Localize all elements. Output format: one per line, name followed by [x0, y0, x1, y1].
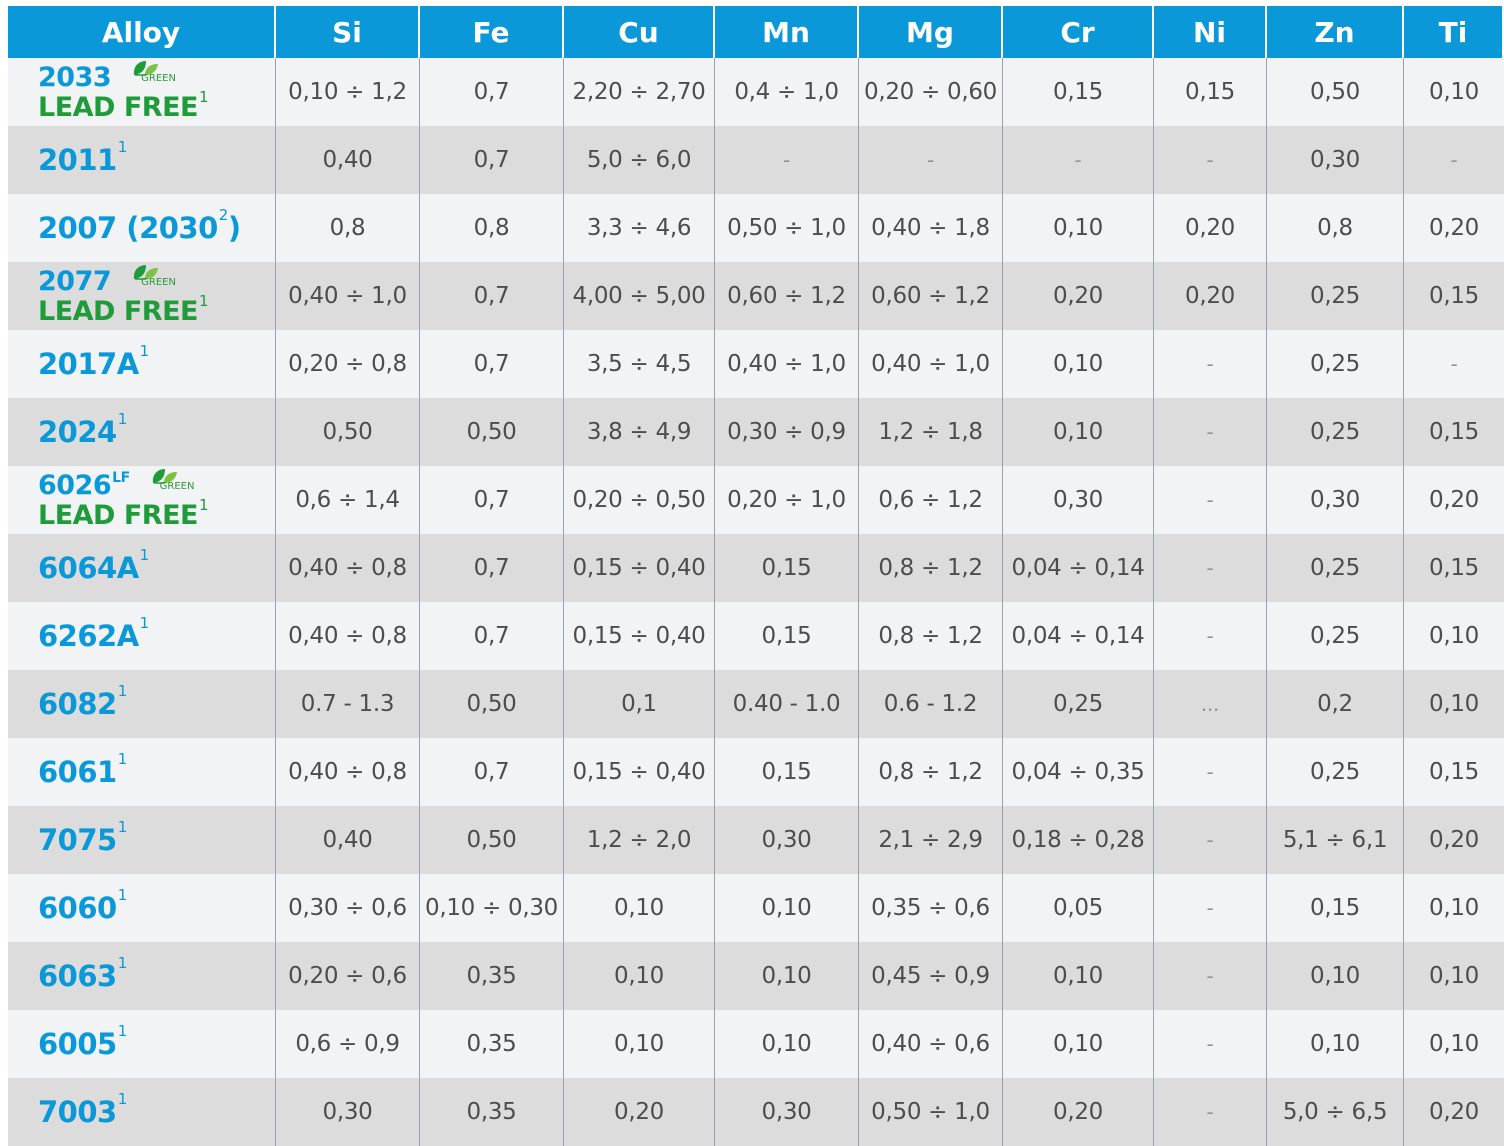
footnote-marker: 1	[139, 341, 149, 360]
value-cu: 0,10	[564, 874, 715, 942]
alloy-name-text: 2011	[38, 142, 117, 177]
value-mn: 0,10	[715, 942, 859, 1010]
value-fe: 0,50	[420, 806, 564, 874]
alloy-cell	[8, 262, 276, 330]
alloy-name-line	[38, 61, 208, 94]
value-fe: 0,8	[420, 194, 564, 262]
alloy-name-text: 2007 (2030	[38, 210, 218, 245]
value-cr: 0,04 ÷ 0,14	[1003, 534, 1154, 602]
value-mg: 0,40 ÷ 1,8	[859, 194, 1003, 262]
value-mg: 0.6 - 1.2	[859, 670, 1003, 738]
footnote-marker: 1	[117, 885, 127, 904]
footnote-marker: 1	[198, 291, 209, 310]
value-ti: -	[1404, 330, 1504, 398]
value-ni: ...	[1154, 670, 1267, 738]
lead-free-line	[38, 87, 209, 123]
value-ni: -	[1154, 942, 1267, 1010]
value-si: 0,40 ÷ 0,8	[276, 534, 420, 602]
value-mg: -	[859, 126, 1003, 194]
value-mn: 0.40 - 1.0	[715, 670, 859, 738]
alloy-name	[38, 953, 127, 993]
alloy-superscript: LF	[112, 469, 130, 486]
value-fe: 0,50	[420, 670, 564, 738]
value-cu: 0,10	[564, 1010, 715, 1078]
value-mg: 0,40 ÷ 0,6	[859, 1010, 1003, 1078]
footnote-marker: 1	[117, 817, 127, 836]
footnote-marker: 1	[198, 495, 209, 514]
alloy-name: 6026	[38, 469, 112, 501]
alloy-lead-free-label	[38, 469, 209, 531]
value-si: 0,30 ÷ 0,6	[276, 874, 420, 942]
value-ti: 0,10	[1404, 602, 1504, 670]
value-ti: 0,10	[1404, 670, 1504, 738]
value-zn: 0,10	[1267, 942, 1404, 1010]
value-zn: 5,1 ÷ 6,1	[1267, 806, 1404, 874]
alloy-cell	[8, 942, 276, 1010]
lead-free-text: LEAD FREE	[38, 91, 198, 123]
value-ni: -	[1154, 602, 1267, 670]
alloy-name-text: 6060	[38, 890, 117, 925]
lead-free-line	[38, 291, 209, 327]
value-cr: 0,20	[1003, 262, 1154, 330]
lead-free-line	[38, 495, 209, 531]
alloy-cell	[8, 466, 276, 534]
value-mn: 0,15	[715, 534, 859, 602]
alloy-cell	[8, 874, 276, 942]
value-ni: -	[1154, 738, 1267, 806]
alloy-name: 2033	[38, 61, 112, 93]
alloy-cell	[8, 602, 276, 670]
value-mg: 0,8 ÷ 1,2	[859, 738, 1003, 806]
alloy-name-text: 2017A	[38, 346, 139, 381]
value-zn: 0,25	[1267, 602, 1404, 670]
value-cr: -	[1003, 126, 1154, 194]
alloy-name: 2077	[38, 265, 112, 297]
header-mn: Mn	[715, 6, 859, 58]
footnote-marker: 1	[117, 409, 127, 428]
alloy-name-text: 7075	[38, 822, 117, 857]
alloy-name	[38, 409, 127, 449]
value-ti: 0,20	[1404, 806, 1504, 874]
green-badge	[131, 58, 176, 84]
value-mn: 0,10	[715, 874, 859, 942]
value-zn: 0,25	[1267, 534, 1404, 602]
value-cr: 0,30	[1003, 466, 1154, 534]
value-zn: 0,25	[1267, 262, 1404, 330]
value-cu: 0,1	[564, 670, 715, 738]
alloy-name	[38, 885, 127, 925]
value-ni: -	[1154, 398, 1267, 466]
value-ni: -	[1154, 466, 1267, 534]
value-ni: -	[1154, 126, 1267, 194]
value-cr: 0,15	[1003, 58, 1154, 126]
footnote-marker: 2	[218, 205, 228, 224]
value-mn: 0,60 ÷ 1,2	[715, 262, 859, 330]
value-mg: 0,35 ÷ 0,6	[859, 874, 1003, 942]
value-mn: 0,20 ÷ 1,0	[715, 466, 859, 534]
value-fe: 0,7	[420, 534, 564, 602]
value-ti: 0,10	[1404, 942, 1504, 1010]
header-ti: Ti	[1404, 6, 1504, 58]
value-ti: 0,15	[1404, 262, 1504, 330]
value-cu: 0,20	[564, 1078, 715, 1146]
value-cr: 0,18 ÷ 0,28	[1003, 806, 1154, 874]
value-mn: -	[715, 126, 859, 194]
value-ni: 0,20	[1154, 262, 1267, 330]
value-cu: 3,3 ÷ 4,6	[564, 194, 715, 262]
value-ti: 0,10	[1404, 58, 1504, 126]
value-cr: 0,10	[1003, 330, 1154, 398]
alloy-cell	[8, 194, 276, 262]
alloy-name-text: 6005	[38, 1026, 117, 1061]
value-mg: 0,20 ÷ 0,60	[859, 58, 1003, 126]
alloy-name	[38, 205, 241, 245]
lead-free-text: LEAD FREE	[38, 499, 198, 531]
alloy-name-text: 6063	[38, 958, 117, 993]
value-si: 0,50	[276, 398, 420, 466]
value-zn: 0,10	[1267, 1010, 1404, 1078]
footnote-marker: 1	[198, 87, 209, 106]
value-cr: 0,04 ÷ 0,35	[1003, 738, 1154, 806]
value-cr: 0,04 ÷ 0,14	[1003, 602, 1154, 670]
value-ti: -	[1404, 126, 1504, 194]
value-cu: 3,5 ÷ 4,5	[564, 330, 715, 398]
value-cr: 0,10	[1003, 194, 1154, 262]
value-fe: 0,7	[420, 262, 564, 330]
value-zn: 0,25	[1267, 398, 1404, 466]
alloy-name	[38, 1089, 127, 1129]
value-cr: 0,10	[1003, 1010, 1154, 1078]
value-zn: 0,2	[1267, 670, 1404, 738]
value-cu: 0,10	[564, 942, 715, 1010]
value-zn: 0,30	[1267, 466, 1404, 534]
alloy-name-line	[38, 265, 208, 298]
footnote-marker: 1	[139, 613, 149, 632]
value-ni: -	[1154, 1078, 1267, 1146]
value-zn: 0,25	[1267, 330, 1404, 398]
value-si: 0,6 ÷ 0,9	[276, 1010, 420, 1078]
alloy-cell	[8, 534, 276, 602]
value-si: 0,40	[276, 126, 420, 194]
value-mg: 0,8 ÷ 1,2	[859, 602, 1003, 670]
value-ti: 0,15	[1404, 398, 1504, 466]
value-ni: -	[1154, 1010, 1267, 1078]
value-mg: 0,50 ÷ 1,0	[859, 1078, 1003, 1146]
value-cr: 0,10	[1003, 942, 1154, 1010]
alloy-name	[38, 137, 127, 177]
value-fe: 0,35	[420, 942, 564, 1010]
value-ti: 0,15	[1404, 534, 1504, 602]
value-si: 0,30	[276, 1078, 420, 1146]
header-mg: Mg	[859, 6, 1003, 58]
header-cr: Cr	[1003, 6, 1154, 58]
value-ni: -	[1154, 806, 1267, 874]
alloy-lead-free-label	[38, 61, 209, 123]
value-mg: 2,1 ÷ 2,9	[859, 806, 1003, 874]
value-si: 0,40 ÷ 0,8	[276, 738, 420, 806]
alloy-composition-table	[8, 6, 1504, 1146]
green-badge-label: GREEN	[141, 72, 176, 84]
value-ni: -	[1154, 330, 1267, 398]
alloy-name-text: 6064A	[38, 550, 139, 585]
value-mg: 0,8 ÷ 1,2	[859, 534, 1003, 602]
value-fe: 0,35	[420, 1078, 564, 1146]
footnote-marker: 1	[117, 681, 127, 700]
value-si: 0,20 ÷ 0,8	[276, 330, 420, 398]
value-mn: 0,40 ÷ 1,0	[715, 330, 859, 398]
value-cr: 0,10	[1003, 398, 1154, 466]
value-mn: 0,50 ÷ 1,0	[715, 194, 859, 262]
value-cu: 5,0 ÷ 6,0	[564, 126, 715, 194]
value-zn: 0,30	[1267, 126, 1404, 194]
value-mn: 0,30	[715, 806, 859, 874]
value-ni: 0,20	[1154, 194, 1267, 262]
alloy-name	[38, 613, 149, 653]
alloy-name-suffix: )	[227, 210, 241, 245]
footnote-marker: 1	[117, 1021, 127, 1040]
value-si: 0,6 ÷ 1,4	[276, 466, 420, 534]
alloy-cell	[8, 806, 276, 874]
alloy-name	[38, 681, 127, 721]
value-mg: 0,40 ÷ 1,0	[859, 330, 1003, 398]
alloy-name	[38, 545, 149, 585]
value-cu: 1,2 ÷ 2,0	[564, 806, 715, 874]
value-cu: 0,15 ÷ 0,40	[564, 534, 715, 602]
value-ti: 0,10	[1404, 874, 1504, 942]
alloy-name-text: 6061	[38, 754, 117, 789]
value-si: 0,40 ÷ 0,8	[276, 602, 420, 670]
value-si: 0,40 ÷ 1,0	[276, 262, 420, 330]
alloy-cell	[8, 670, 276, 738]
alloy-name	[38, 1021, 127, 1061]
header-ni: Ni	[1154, 6, 1267, 58]
alloy-cell	[8, 58, 276, 126]
value-cu: 0,15 ÷ 0,40	[564, 738, 715, 806]
value-fe: 0,7	[420, 602, 564, 670]
alloy-name-text: 7003	[38, 1094, 117, 1129]
alloy-cell	[8, 738, 276, 806]
green-badge-label: GREEN	[159, 480, 195, 492]
value-fe: 0,7	[420, 330, 564, 398]
value-zn: 0,8	[1267, 194, 1404, 262]
value-fe: 0,7	[420, 58, 564, 126]
footnote-marker: 1	[117, 1089, 127, 1108]
value-cu: 4,00 ÷ 5,00	[564, 262, 715, 330]
value-mn: 0,30	[715, 1078, 859, 1146]
value-si: 0,8	[276, 194, 420, 262]
value-mn: 0,4 ÷ 1,0	[715, 58, 859, 126]
value-ti: 0,20	[1404, 194, 1504, 262]
value-fe: 0,7	[420, 126, 564, 194]
value-ti: 0,20	[1404, 466, 1504, 534]
value-fe: 0,50	[420, 398, 564, 466]
value-fe: 0,35	[420, 1010, 564, 1078]
alloy-cell	[8, 1010, 276, 1078]
value-mn: 0,15	[715, 602, 859, 670]
alloy-lead-free-label	[38, 265, 209, 327]
value-mg: 1,2 ÷ 1,8	[859, 398, 1003, 466]
alloy-name-line	[38, 469, 208, 502]
alloy-name-text: 2024	[38, 414, 117, 449]
value-ti: 0,20	[1404, 1078, 1504, 1146]
value-ni: 0,15	[1154, 58, 1267, 126]
green-badge	[131, 262, 176, 288]
alloy-cell	[8, 398, 276, 466]
value-fe: 0,7	[420, 738, 564, 806]
alloy-name	[38, 341, 149, 381]
header-alloy: Alloy	[8, 6, 276, 58]
alloy-cell	[8, 330, 276, 398]
header-cu: Cu	[564, 6, 715, 58]
value-cu: 3,8 ÷ 4,9	[564, 398, 715, 466]
value-si: 0.7 - 1.3	[276, 670, 420, 738]
footnote-marker: 1	[117, 749, 127, 768]
alloy-name-text: 6082	[38, 686, 117, 721]
value-fe: 0,10 ÷ 0,30	[420, 874, 564, 942]
alloy-name	[38, 749, 127, 789]
value-mg: 0,60 ÷ 1,2	[859, 262, 1003, 330]
value-cu: 2,20 ÷ 2,70	[564, 58, 715, 126]
value-cu: 0,20 ÷ 0,50	[564, 466, 715, 534]
value-si: 0,40	[276, 806, 420, 874]
value-fe: 0,7	[420, 466, 564, 534]
alloy-name	[38, 817, 127, 857]
value-mn: 0,30 ÷ 0,9	[715, 398, 859, 466]
alloy-cell	[8, 1078, 276, 1146]
value-mg: 0,6 ÷ 1,2	[859, 466, 1003, 534]
value-si: 0,10 ÷ 1,2	[276, 58, 420, 126]
value-zn: 5,0 ÷ 6,5	[1267, 1078, 1404, 1146]
value-ni: -	[1154, 874, 1267, 942]
value-ti: 0,15	[1404, 738, 1504, 806]
footnote-marker: 1	[117, 953, 127, 972]
value-cr: 0,20	[1003, 1078, 1154, 1146]
footnote-marker: 1	[139, 545, 149, 564]
header-zn: Zn	[1267, 6, 1404, 58]
green-badge-label: GREEN	[141, 276, 176, 288]
value-cr: 0,25	[1003, 670, 1154, 738]
value-ni: -	[1154, 534, 1267, 602]
header-si: Si	[276, 6, 420, 58]
alloy-name-text: 6262A	[38, 618, 139, 653]
value-mn: 0,10	[715, 1010, 859, 1078]
value-cu: 0,15 ÷ 0,40	[564, 602, 715, 670]
value-mn: 0,15	[715, 738, 859, 806]
footnote-marker: 1	[117, 137, 127, 156]
green-badge	[150, 466, 195, 492]
value-si: 0,20 ÷ 0,6	[276, 942, 420, 1010]
value-ti: 0,10	[1404, 1010, 1504, 1078]
value-zn: 0,15	[1267, 874, 1404, 942]
header-fe: Fe	[420, 6, 564, 58]
value-zn: 0,25	[1267, 738, 1404, 806]
alloy-cell	[8, 126, 276, 194]
value-zn: 0,50	[1267, 58, 1404, 126]
value-mg: 0,45 ÷ 0,9	[859, 942, 1003, 1010]
value-cr: 0,05	[1003, 874, 1154, 942]
lead-free-text: LEAD FREE	[38, 295, 198, 327]
